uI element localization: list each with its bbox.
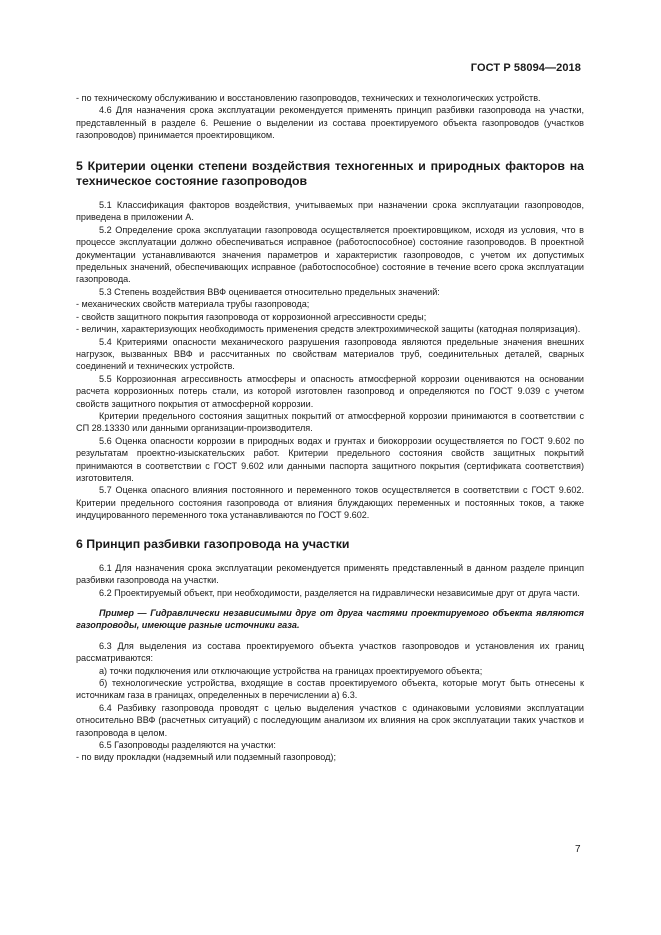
paragraph: 5.2 Определение срока эксплуатации газопровода осуществляется проектировщиком, исходя из условия, что в процессе эксплуатации должно обеспечиваться исправное (работоспособное) состояние газопроводов. В проектной документации устанавливаются значения параметров и характеристик газопроводов, с учетом их допустимых предельных значений, обеспечивающих исправное (работоспособное) состояние в течение всего срока эксплуатации газопровода. [76, 224, 584, 285]
paragraph: 5.4 Критериями опасности механического разрушения газопровода являются предельные значения внешних нагрузок, вызванных ВВФ и рассчитанных по свойствам материалов труб, соединительных деталей, сварных соединений и технических устройств. [76, 336, 584, 372]
section-5-heading: 5 Критерии оценки степени воздействия техногенных и природных факторов на техническое состояние газопроводов [76, 158, 584, 188]
list-item: а) точки подключения или отключающие устройства на границах проектируемого объекта; [99, 665, 483, 676]
paragraph: 4.6 Для назначения срока эксплуатации рекомендуется применять принцип разбивки газопровода на участки, представленный в разделе 6. Решение о выделении из состава проектируемого объекта газопроводов (участков газопроводов) принимается проектировщиком. [76, 105, 584, 141]
document-header: ГОСТ Р 58094—2018 [470, 62, 581, 74]
paragraph: 5.7 Оценка опасного влияния постоянного и переменного токов осуществляется в соответствии с ГОСТ 9.602. Критерии предельного состояния газопровода от влияния блуждающих переменных и постоянных токов, а также индуцированного переменного тока устанавливаются по ГОСТ 9.602. [76, 485, 584, 521]
paragraph: 6.3 Для выделения из состава проектируемого объекта участков газопроводов и установления их границ рассматриваются: [76, 640, 584, 664]
paragraph: 6.5 Газопроводы разделяются на участки: [99, 740, 276, 751]
page-number: 7 [575, 844, 581, 855]
paragraph: - по техническому обслуживанию и восстановлению газопроводов, технических и технологических устройств. [76, 93, 541, 103]
list-item: - величин, характеризующих необходимость применения средств электрохимической защиты (катодная поляризация). [76, 324, 581, 335]
paragraph: 5.3 Степень воздействия ВВФ оценивается относительно предельных значений: [99, 286, 440, 297]
list-item: - механических свойств материала трубы газопровода; [76, 299, 310, 310]
example-note [76, 607, 584, 632]
list-item: - свойств защитного покрытия газопровода от коррозионной агрессивности среды; [76, 311, 427, 322]
section-6-heading: 6 Принцип разбивки газопровода на участки [76, 536, 350, 551]
paragraph: 6.4 Разбивку газопровода проводят с целью выделения участков с одинаковыми условиями эксплуатации относительно ВВФ (расчетных ситуаций) с последующим анализом их влияния на срок эксплуатации таких участков и газопровода в целом. [76, 702, 584, 738]
paragraph: Критерии предельного состояния защитных покрытий от атмосферной коррозии принимаются в соответствии с СП 28.13330 или данными организации-производителя. [76, 410, 584, 434]
paragraph: 6.1 Для назначения срока эксплуатации рекомендуется применять представленный в данном разделе принцип разбивки газопровода на участки. [76, 562, 584, 586]
example-text: Гидравлически независимыми друг от друга частями проектируемого объекта являются газопроводы, имеющие разные источники газа. [76, 608, 584, 631]
paragraph: 5.6 Оценка опасности коррозии в природных водах и грунтах и биокоррозии осуществляется по ГОСТ 9.602 по результатам проектно-изыскательских работ. Критерии предельного состояния свойств защитных покрытий принимаются в соответствии с ГОСТ 9.602 или данными паспорта защитного покрытия (сертификата соответствия) изготовителя. [76, 435, 584, 483]
example-label: Пример — [99, 608, 147, 619]
list-item: б) технологические устройства, входящие в состав проектируемого объекта, которые могут быть отнесены к источникам газа в границах, определенных в перечислении а) 6.3. [76, 678, 584, 701]
paragraph: 6.2 Проектируемый объект, при необходимости, разделяется на гидравлически независимые друг от друга части. [99, 587, 580, 598]
list-item: - по виду прокладки (надземный или подземный газопровод); [76, 752, 336, 763]
paragraph: 5.1 Классификация факторов воздействия, учитываемых при назначении срока эксплуатации газопроводов, приведена в приложении А. [76, 200, 584, 223]
page-content [76, 92, 584, 764]
paragraph: 5.5 Коррозионная агрессивность атмосферы и опасность атмосферной коррозии оцениваются на основании расчета коррозионных потерь стали, из которой изготовлен газопровод и определяются по ГОСТ 9.039 с учетом свойств защитного покрытия от атмосферной коррозии. [76, 373, 584, 409]
